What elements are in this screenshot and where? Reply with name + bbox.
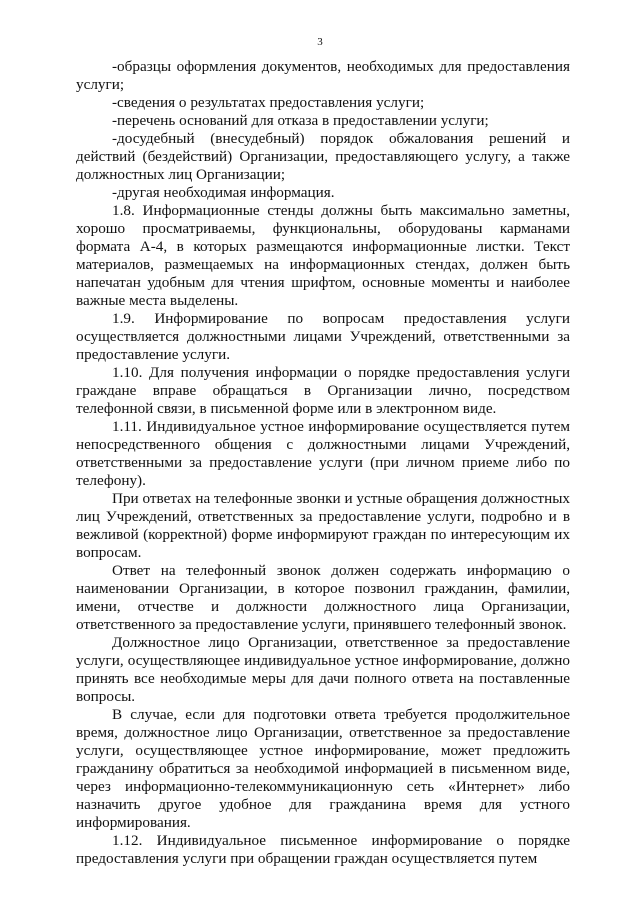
paragraph-official-measures: Должностное лицо Организации, ответственное за предоставление услуги, осуществляющее индивидуальное устное информирование, должно принять все необходимые меры для дачи полного ответа на поставленные вопросы. [76,634,570,705]
paragraph-service-results: -сведения о результатах предоставления услуги; [112,94,425,111]
paragraph-1-8: 1.8. Информационные стенды должны быть максимально заметны, хорошо просматриваемы, функциональны, оборудованы карманами формата А-4, в которых размещаются информационные листки. Текст материалов, размещаемых на информационных стендах, должен быть напечатан удобным для чтения шрифтом, основные моменты и наиболее важные места выделены. [76,202,570,309]
paragraph-long-preparation: В случае, если для подготовки ответа требуется продолжительное время, должностное лицо Организации, ответственное за предоставление услуги, осуществляющее устное информирование, может предложить гражданину обратиться за необходимой информацией в письменном виде, через информационно-телекоммуникационную сеть «Интернет» либо назначить другое удобное для гражданина время для устного информирования. [76,706,570,831]
paragraph-sample-documents: -образцы оформления документов, необходимых для предоставления услуги; [76,58,570,93]
paragraph-1-11: 1.11. Индивидуальное устное информирование осуществляется путем непосредственного общения с должностными лицами Учреждений, ответственными за предоставление услуги (при личном приеме либо по телефону). [76,418,570,489]
paragraph-1-10: 1.10. Для получения информации о порядке предоставления услуги граждане вправе обращаться в Организации лично, посредством телефонной связи, в письменной форме или в электронном виде. [76,364,570,417]
paragraph-1-12: 1.12. Индивидуальное письменное информирование о порядке предоставления услуги при обращении граждан осуществляется путем [76,832,570,867]
paragraph-refusal-grounds: -перечень оснований для отказа в предоставлении услуги; [112,112,489,129]
document-body [76,58,570,868]
paragraph-phone-call-content: Ответ на телефонный звонок должен содержать информацию о наименовании Организации, в которое позвонил гражданин, фамилии, имени, отчестве и должности должностного лица Организации, ответственного за предоставление услуги, принявшего телефонный звонок. [76,562,570,633]
paragraph-other-info: -другая необходимая информация. [112,184,335,201]
page-number: 3 [317,36,323,48]
paragraph-1-9: 1.9. Информирование по вопросам предоставления услуги осуществляется должностными лицами Учреждений, ответственными за предоставление услуги. [76,310,570,363]
paragraph-phone-answers: При ответах на телефонные звонки и устные обращения должностных лиц Учреждений, ответственных за предоставление услуги, подробно и в вежливой (корректной) форме информируют граждан по интересующим их вопросам. [76,490,570,561]
paragraph-appeal-procedure: -досудебный (внесудебный) порядок обжалования решений и действий (бездействий) Организации, предоставляющего услугу, а также должностных лиц Организации; [76,130,570,183]
